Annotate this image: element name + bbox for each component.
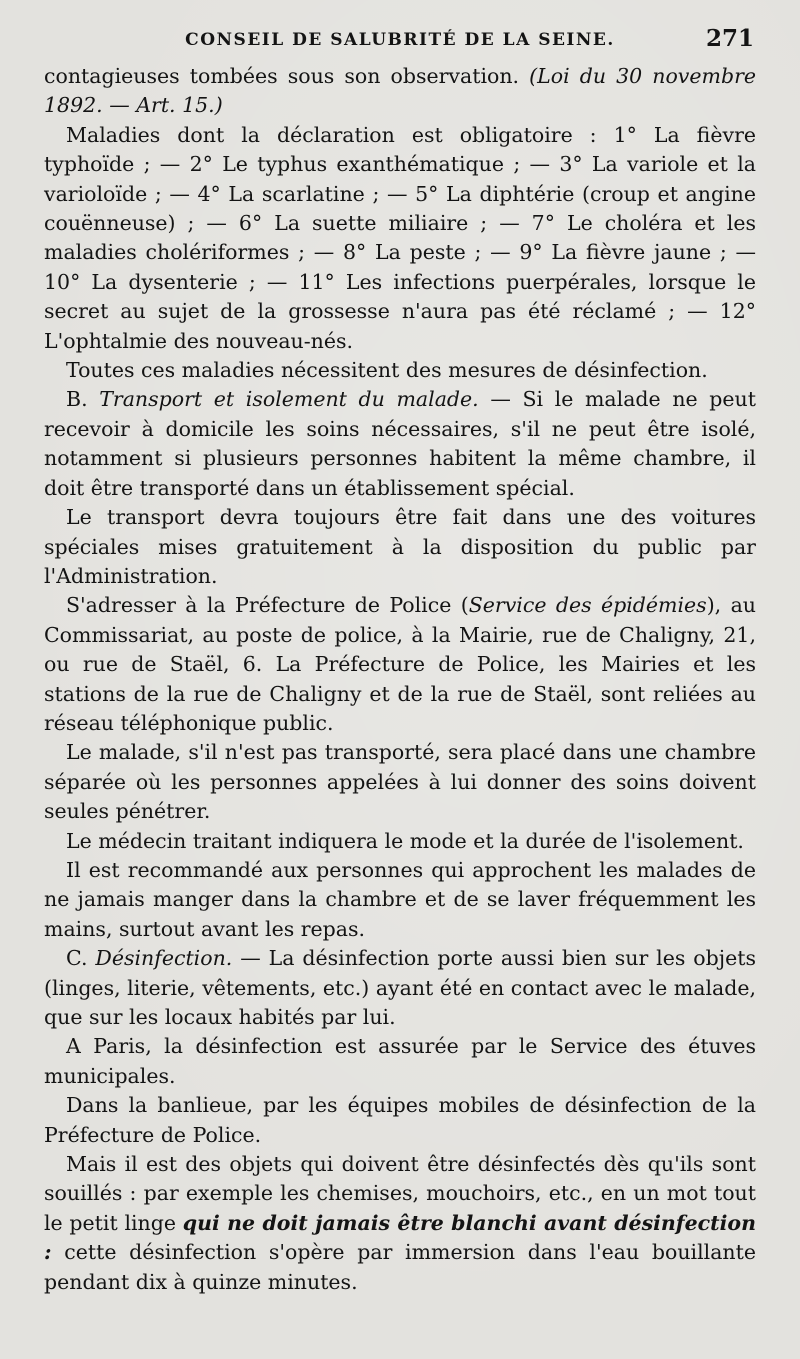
page-number: 271: [705, 25, 754, 52]
small-linen-emphasis: qui ne doit jamais être blanchi avant désinfection :: [44, 1210, 756, 1265]
isolation-room-text: Le malade, s'il n'est pas transporté, sera placé dans une chambre séparée où les personnes appelées à lui donner des soins doivent seules pénétrer.: [44, 740, 756, 824]
paragraph-continuation: [44, 62, 756, 121]
transport-text: Le transport devra toujours être fait dans une des voitures spéciales mises gratuitement à la disposition du public par l'Administration.: [44, 505, 756, 588]
banlieue-text: Dans la banlieue, par les équipes mobiles de désinfection de la Préfecture de Police.: [44, 1093, 756, 1147]
paris-text: A Paris, la désinfection est assurée par le Service des étuves municipales.: [44, 1034, 756, 1088]
paragraph-banlieue: [44, 1091, 756, 1150]
paragraph-disinfection-measures: [44, 356, 756, 385]
paragraph-section-b: [44, 385, 756, 503]
paragraph-transport: [44, 503, 756, 591]
running-title: CONSEIL DE SALUBRITÉ DE LA SEINE.: [185, 30, 615, 50]
paragraph-paris: [44, 1032, 756, 1091]
section-b-label: B.: [66, 387, 100, 412]
small-linen-text-b: cette désinfection s'opère par immersion dans l'eau bouillante pendant dix à quinze minutes.: [44, 1240, 756, 1294]
mandatory-diseases-text: Maladies dont la déclaration est obligatoire : 1° La fièvre typhoïde ; — 2° Le typhus exanthématique ; — 3° La variole et la varioloïde ; — 4° La scarlatine ; — 5° La diphtérie (croup et angine couënneuse) ; — 6° La suette miliaire ; — 7° Le choléra et les maladies cholériformes ; — 8° La peste ; — 9° La fièvre jaune ; — 10° La dysenterie ; — 11° Les infections puerpérales, lorsque le secret au sujet de la grossesse n'aura pas été réclamé ; — 12° L'ophtalmie des nouveau-nés.: [44, 122, 756, 353]
page-header: [44, 25, 756, 62]
section-b-text: — Si le malade ne peut recevoir à domicile les soins nécessaires, s'il ne peut être isolé, notamment si plusieurs personnes habitent la même chambre, il doit être transporté dans un établissement spécial.: [44, 387, 756, 500]
paragraph-mandatory-diseases: [44, 121, 756, 356]
disinfection-measures-text: Toutes ces maladies nécessitent des mesures de désinfection.: [66, 358, 708, 383]
paragraph-recommendation: [44, 856, 756, 944]
physician-text: Le médecin traitant indiquera le mode et la durée de l'isolement.: [66, 828, 744, 853]
paragraph-section-c: [44, 944, 756, 1032]
law-reference: (Loi du 30 novembre 1892. — Art. 15.): [44, 64, 756, 118]
continuation-text: contagieuses tombées sous son observation.: [44, 64, 530, 88]
section-c-heading: Désinfection.: [95, 946, 233, 971]
contact-text-a: S'adresser à la Préfecture de Police (: [66, 593, 469, 618]
recommendation-text: Il est recommandé aux personnes qui approchent les malades de ne jamais manger dans la chambre et de se laver fréquemment les mains, surtout avant les repas.: [44, 857, 756, 941]
section-b-heading: Transport et isolement du malade.: [99, 387, 479, 412]
small-linen-text-a: Mais il est des objets qui doivent être désinfectés dès qu'ils sont souillés : par exemple les chemises, mouchoirs, etc., en un mot tout le petit linge: [44, 1152, 756, 1235]
paragraph-physician: [44, 827, 756, 856]
paragraph-isolation-room: [44, 738, 756, 826]
paragraph-small-linen: [44, 1150, 756, 1297]
section-c-text: — La désinfection porte aussi bien sur les objets (linges, literie, vêtements, etc.) ayant été en contact avec le malade, que sur les locaux habités par lui.: [44, 946, 756, 1029]
service-name: Service des épidémies: [468, 593, 707, 618]
contact-text-b: ), au Commissariat, au poste de police, à la Mairie, rue de Chaligny, 21, ou rue de Staël, 6. La Préfecture de Police, les Mairies et les stations de la rue de Chaligny et de la rue de Staël, sont reliées au réseau téléphonique public.: [44, 593, 756, 735]
body-text: [44, 62, 756, 1297]
paragraph-contact: [44, 591, 756, 738]
section-c-label: C.: [66, 946, 96, 971]
